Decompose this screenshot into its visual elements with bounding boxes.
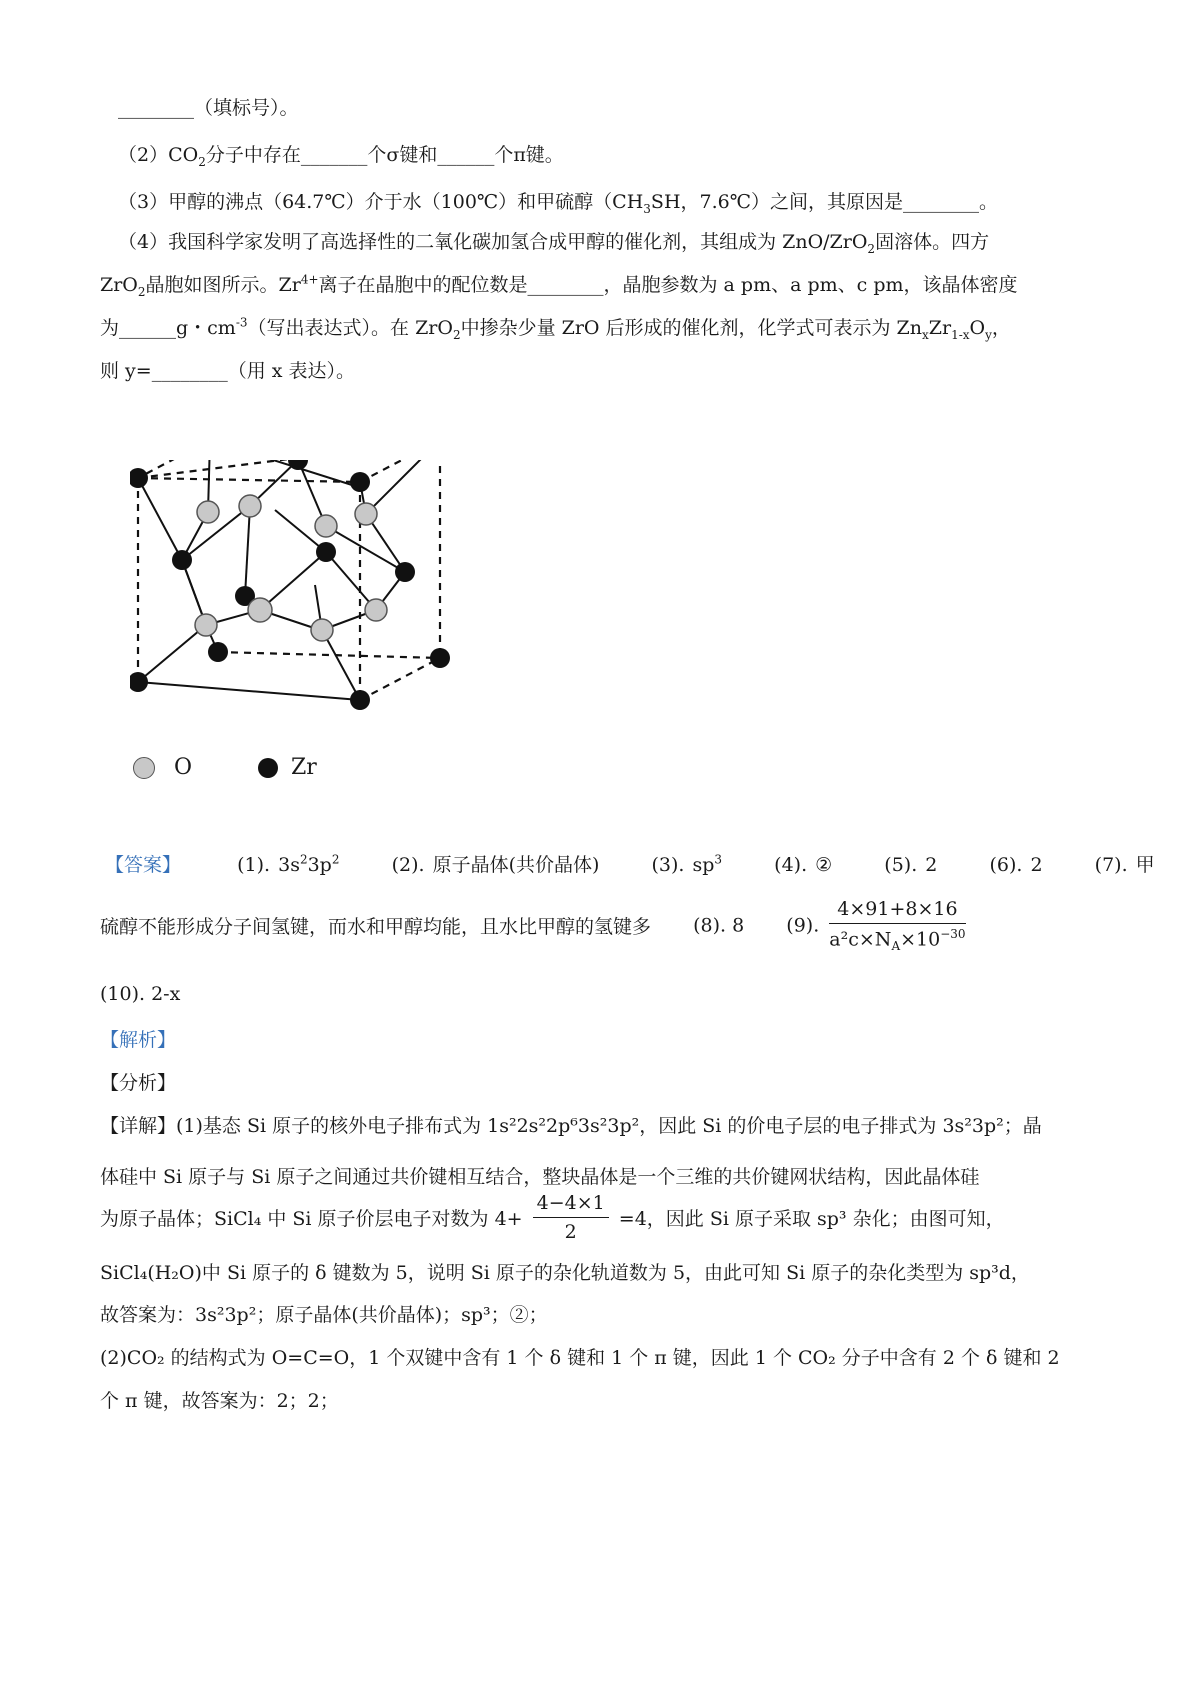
q4-a-text: （4）我国科学家发明了高选择性的二氧化碳加氢合成甲醇的催化剂，其组成为 ZnO/ZrO: [118, 231, 868, 253]
o-atom-icon: [133, 757, 155, 779]
fenxi-tag: 【分析】: [100, 1072, 177, 1094]
detail-line-1: 【详解】(1)基态 Si 原子的核外电子排布式为 1s²2s²2p⁶3s²3p²，因此 Si 的价电子层的电子排式为 3s²3p²；晶: [100, 1115, 1042, 1137]
detail-line-4: SiCl₄(H₂O)中 Si 原子的 δ 键数为 5，说明 Si 原子的杂化轨道数为 5，由此可知 Si 原子的杂化类型为 sp³d，: [100, 1262, 1030, 1284]
answer-8: (8). 8: [693, 914, 745, 937]
answer-6: (6). 2: [989, 854, 1043, 876]
q4-b-1: ZrO: [100, 274, 138, 296]
q2-prefix: （2）CO: [118, 144, 199, 166]
detail-line-6: (2)CO₂ 的结构式为 O=C=O，1 个双键中含有 1 个 δ 键和 1 个 π 键，因此 1 个 CO₂ 分子中含有 2 个 δ 键和 2: [100, 1347, 1060, 1369]
q4-a-sub: 2: [867, 241, 876, 256]
vsepr-fraction: $\frac{4-4\times 1}{2}$: [533, 1192, 609, 1243]
legend-zr-label: Zr: [291, 755, 317, 780]
answer-line-1: [105, 850, 1155, 877]
q4-c-2: （写出表达式）。在 ZrO: [247, 317, 453, 339]
q1-tail: ________（填标号）。: [118, 97, 299, 119]
q4-line-c: [100, 313, 1011, 342]
q3-sub: 3: [643, 201, 651, 216]
q4-b-3: 离子在晶胞中的配位数是________，晶胞参数为 a pm、a pm、c pm，该晶体密度: [318, 274, 1018, 296]
q4-line-d: 则 y=________（用 x 表达）。: [100, 360, 355, 382]
q3-line: [118, 187, 998, 216]
detail-line-5: 故答案为：3s²3p²；原子晶体(共价晶体)；sp³；②；: [100, 1304, 548, 1326]
q3-end: SH，7.6℃）之间，其原因是________。: [650, 191, 998, 213]
answer-7: (7). 甲: [1094, 854, 1155, 876]
cell-edges-dashed: [138, 460, 440, 700]
legend-o-label: O: [174, 755, 193, 780]
answer-line-2: [100, 898, 970, 953]
analysis-tag: 【解析】: [100, 1029, 177, 1051]
q4-line-a: [118, 227, 989, 256]
q2-line: [118, 140, 564, 169]
detail-line-7: 个 π 键，故答案为：2；2；: [100, 1390, 339, 1412]
q4-b-2: 晶胞如图所示。Zr: [145, 274, 301, 296]
answer-1: (1). $3s^23p^2$: [237, 852, 340, 876]
q2-sub: 2: [198, 154, 206, 169]
answer-tag: 【答案】: [105, 854, 182, 876]
answer-4: (4). ②: [774, 854, 833, 876]
q4-line-b: [100, 270, 1018, 299]
zr-atoms: [130, 460, 450, 710]
q4-c-end: ，: [991, 317, 1011, 339]
q4-c-y: y: [985, 327, 992, 342]
q4-c-1x: 1-x: [951, 327, 970, 342]
answer-5: (5). 2: [884, 854, 938, 876]
answer-2: (2). 原子晶体(共价晶体): [391, 854, 600, 876]
q4-b-sup: 4+: [300, 272, 319, 287]
legend-zr: [258, 755, 317, 780]
q4-c-sub: 2: [452, 327, 461, 342]
bond-lines: [138, 460, 440, 700]
q4-c-sup: -3: [235, 315, 248, 330]
q4-c-x: x: [922, 327, 929, 342]
q3-text: （3）甲醇的沸点（64.7℃）介于水（100℃）和甲硫醇（CH: [118, 191, 644, 213]
answer-10: (10). 2-x: [100, 983, 181, 1005]
q4-c-3: 中掺杂少量 ZrO 后形成的催化剂，化学式可表示为 Zn: [460, 317, 922, 339]
q2-mid: 分子中存在_______个σ键和______个π键。: [205, 144, 564, 166]
answer-9: (9).: [786, 914, 820, 937]
answer-7-cont: 硫醇不能形成分子间氢键，而水和甲醇均能，且水比甲醇的氢键多: [100, 916, 652, 939]
detail-line-2: 体硅中 Si 原子与 Si 原子之间通过共价键相互结合，整块晶体是一个三维的共价键网状结构，因此晶体硅: [100, 1166, 980, 1188]
q4-c-o: O: [969, 317, 986, 339]
answer-3: (3). $sp^3$: [651, 852, 723, 876]
density-numerator: 4×91+8×16: [829, 898, 965, 924]
detail-line-3: 为原子晶体；SiCl₄ 中 Si 原子价层电子对数为 4+ $\frac{4-4\times 1}{2}$ =4，因此 Si 原子采取 sp³ 杂化；由图可知，: [100, 1192, 1005, 1243]
q4-a-end: 固溶体。四方: [875, 231, 990, 253]
density-fraction: [829, 898, 965, 953]
q4-c-zr: Zr: [928, 317, 952, 339]
q4-b-sub: 2: [137, 284, 146, 299]
zro2-unit-cell-figure: [130, 460, 470, 750]
density-denominator: $a^2c\times N_A\times 10^{-30}$: [829, 927, 966, 954]
legend-o: [133, 755, 192, 780]
zr-atom-icon: [258, 758, 278, 778]
q4-c-1: 为______g・cm: [100, 317, 236, 339]
